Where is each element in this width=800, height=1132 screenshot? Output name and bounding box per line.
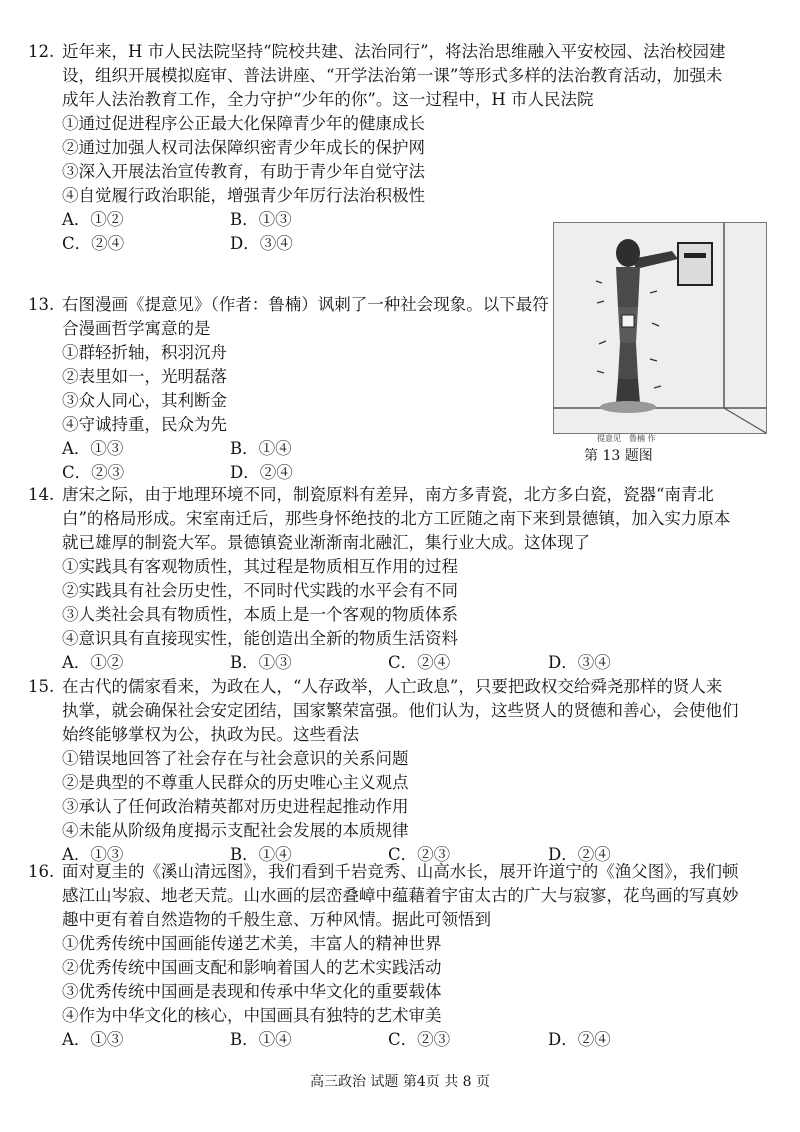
question-13 <box>28 293 548 485</box>
option-c: C．②③ <box>388 845 451 864</box>
question-16 <box>28 860 768 1052</box>
option-a: A．①③ <box>62 1030 124 1049</box>
statement: ①错误地回答了社会存在与社会意识的关系问题 <box>62 749 409 768</box>
option-c: C．②④ <box>388 653 451 672</box>
figure-credit: 提意见 鲁楠 作 <box>597 434 656 443</box>
statement: ④意识具有直接现实性，能创造出全新的物质生活资料 <box>62 629 458 648</box>
question-number: 15. <box>28 677 55 696</box>
statement: ②通过加强人权司法保障织密青少年成长的保护网 <box>62 138 425 157</box>
question-stem-line: 15. 在古代的儒家看来，为政在人，“人存政举，人亡政息”，只要把政权交给舜尧那样的贤人来 <box>28 675 768 699</box>
top-figure-body <box>616 267 640 307</box>
statement: ①实践具有客观物质性，其过程是物质相互作用的过程 <box>62 557 458 576</box>
statement: ②优秀传统中国画支配和影响着国人的艺术实践活动 <box>62 958 442 977</box>
statement: ④未能从阶级角度揭示支配社会发展的本质规律 <box>62 821 409 840</box>
statement: ②实践具有社会历史性，不同时代实践的水平会有不同 <box>62 581 458 600</box>
option-d: D．②④ <box>230 463 293 482</box>
statement: ①优秀传统中国画能传递艺术美，丰富人的精神世界 <box>62 934 442 953</box>
question-stem-line: 就已雄厚的制瓷大军。景德镇瓷业渐渐南北融汇，集行业大成。这体现了 <box>62 533 590 552</box>
option-a: A．①③ <box>62 439 124 458</box>
suggestion-box <box>678 243 712 285</box>
option-d: D．②④ <box>548 845 611 864</box>
page-footer: 高三政治 试题 第4页 共 8 页 <box>309 1074 491 1090</box>
question-number: 12. <box>28 42 55 61</box>
question-stem-line: 趣中更有着自然造物的千般生意、万种风情。据此可领悟到 <box>62 910 491 929</box>
statement: ③优秀传统中国画是表现和传承中华文化的重要载体 <box>62 982 442 1001</box>
question-number: 16. <box>28 862 55 881</box>
figure-caption: 第 13 题图 <box>584 448 653 464</box>
option-d: D．③④ <box>230 234 293 253</box>
options-row <box>28 1028 768 1052</box>
suggestion-box-slot <box>684 253 706 258</box>
option-b: B．①④ <box>230 439 292 458</box>
statement: ④作为中华文化的核心，中国画具有独特的艺术审美 <box>62 1006 442 1025</box>
bottom-figure-legs <box>616 379 640 403</box>
statement: ①通过促进程序公正最大化保障青少年的健康成长 <box>62 114 425 133</box>
option-b: B．①④ <box>230 845 292 864</box>
statement: ④守诚持重，民众为先 <box>62 415 227 434</box>
question-15 <box>28 675 768 867</box>
option-b: B．①③ <box>230 210 292 229</box>
question-stem-line: 执掌，就会确保社会安定团结，国家繁荣富强。他们认为，这些贤人的贤德和善心，会使他们 <box>62 701 739 720</box>
statement: ④自觉履行政治职能，增强青少年厉行法治积极性 <box>62 186 425 205</box>
floor-shadow <box>600 401 656 413</box>
statement: ③承认了任何政治精英都对历史进程起推动作用 <box>62 797 409 816</box>
statement: ③人类社会具有物质性，本质上是一个客观的物质体系 <box>62 605 458 624</box>
lower-figure-body <box>618 343 638 379</box>
question-stem-line: 合漫画哲学寓意的是 <box>62 319 211 338</box>
question-stem-line: 14. 唐宋之际，由于地理环境不同，制瓷原料有差异，南方多青瓷，北方多白瓷，瓷器“南青北 <box>28 483 768 507</box>
option-a: A．①② <box>62 210 124 229</box>
options-row <box>28 461 548 485</box>
question-number: 13. <box>28 295 55 314</box>
option-a: A．①② <box>62 653 124 672</box>
option-b: B．①③ <box>230 653 292 672</box>
question-stem-line: 12. 近年来，H 市人民法院坚持“院校共建、法治同行”，将法治思维融入平安校园、法治校园建 <box>28 40 768 64</box>
cartoon-figure <box>553 222 767 434</box>
question-stem-line: 成年人法治教育工作，全力守护“少年的你”。这一过程中，H 市人民法院 <box>62 90 594 109</box>
question-stem-line: 始终能够掌权为公，执政为民。这些看法 <box>62 725 359 744</box>
question-stem-line: 16. 面对夏圭的《溪山清远图》，我们看到千岩竞秀、山高水长，展开许道宁的《渔父图》，我们顿 <box>28 860 768 884</box>
question-stem-line: 白”的格局形成。宋室南迁后，那些身怀绝技的北方工匠随之南下来到景德镇，加入实力原本 <box>62 509 731 528</box>
option-d: D．②④ <box>548 1030 611 1049</box>
question-stem-line: 13. 右图漫画《提意见》（作者：鲁楠）讽刺了一种社会现象。以下最符 <box>28 293 548 317</box>
option-c: C．②③ <box>388 1030 451 1049</box>
cartoon-drawing <box>554 223 766 433</box>
options-row <box>28 651 768 675</box>
statement: ②是典型的不尊重人民群众的历史唯心主义观点 <box>62 773 409 792</box>
question-number: 14. <box>28 485 55 504</box>
option-c: C．②④ <box>62 234 125 253</box>
option-c: C．②③ <box>62 463 125 482</box>
statement: ③众人同心，其利断金 <box>62 391 227 410</box>
paper-note <box>622 315 634 327</box>
statement: ①群轻折轴，积羽沉舟 <box>62 343 227 362</box>
option-a: A．①③ <box>62 845 124 864</box>
option-d: D．③④ <box>548 653 611 672</box>
question-14 <box>28 483 768 675</box>
statement: ③深入开展法治宣传教育，有助于青少年自觉守法 <box>62 162 425 181</box>
statement: ②表里如一，光明磊落 <box>62 367 227 386</box>
question-stem-line: 感江山岑寂、地老天荒。山水画的层峦叠嶂中蕴藉着宇宙太古的广大与寂寥，花鸟画的写真妙 <box>62 886 739 905</box>
top-figure-head <box>616 239 640 267</box>
options-row <box>28 437 548 461</box>
option-b: B．①④ <box>230 1030 292 1049</box>
question-stem-line: 设，组织开展模拟庭审、普法讲座、“开学法治第一课”等形式多样的法治教育活动，加强未 <box>62 66 723 85</box>
